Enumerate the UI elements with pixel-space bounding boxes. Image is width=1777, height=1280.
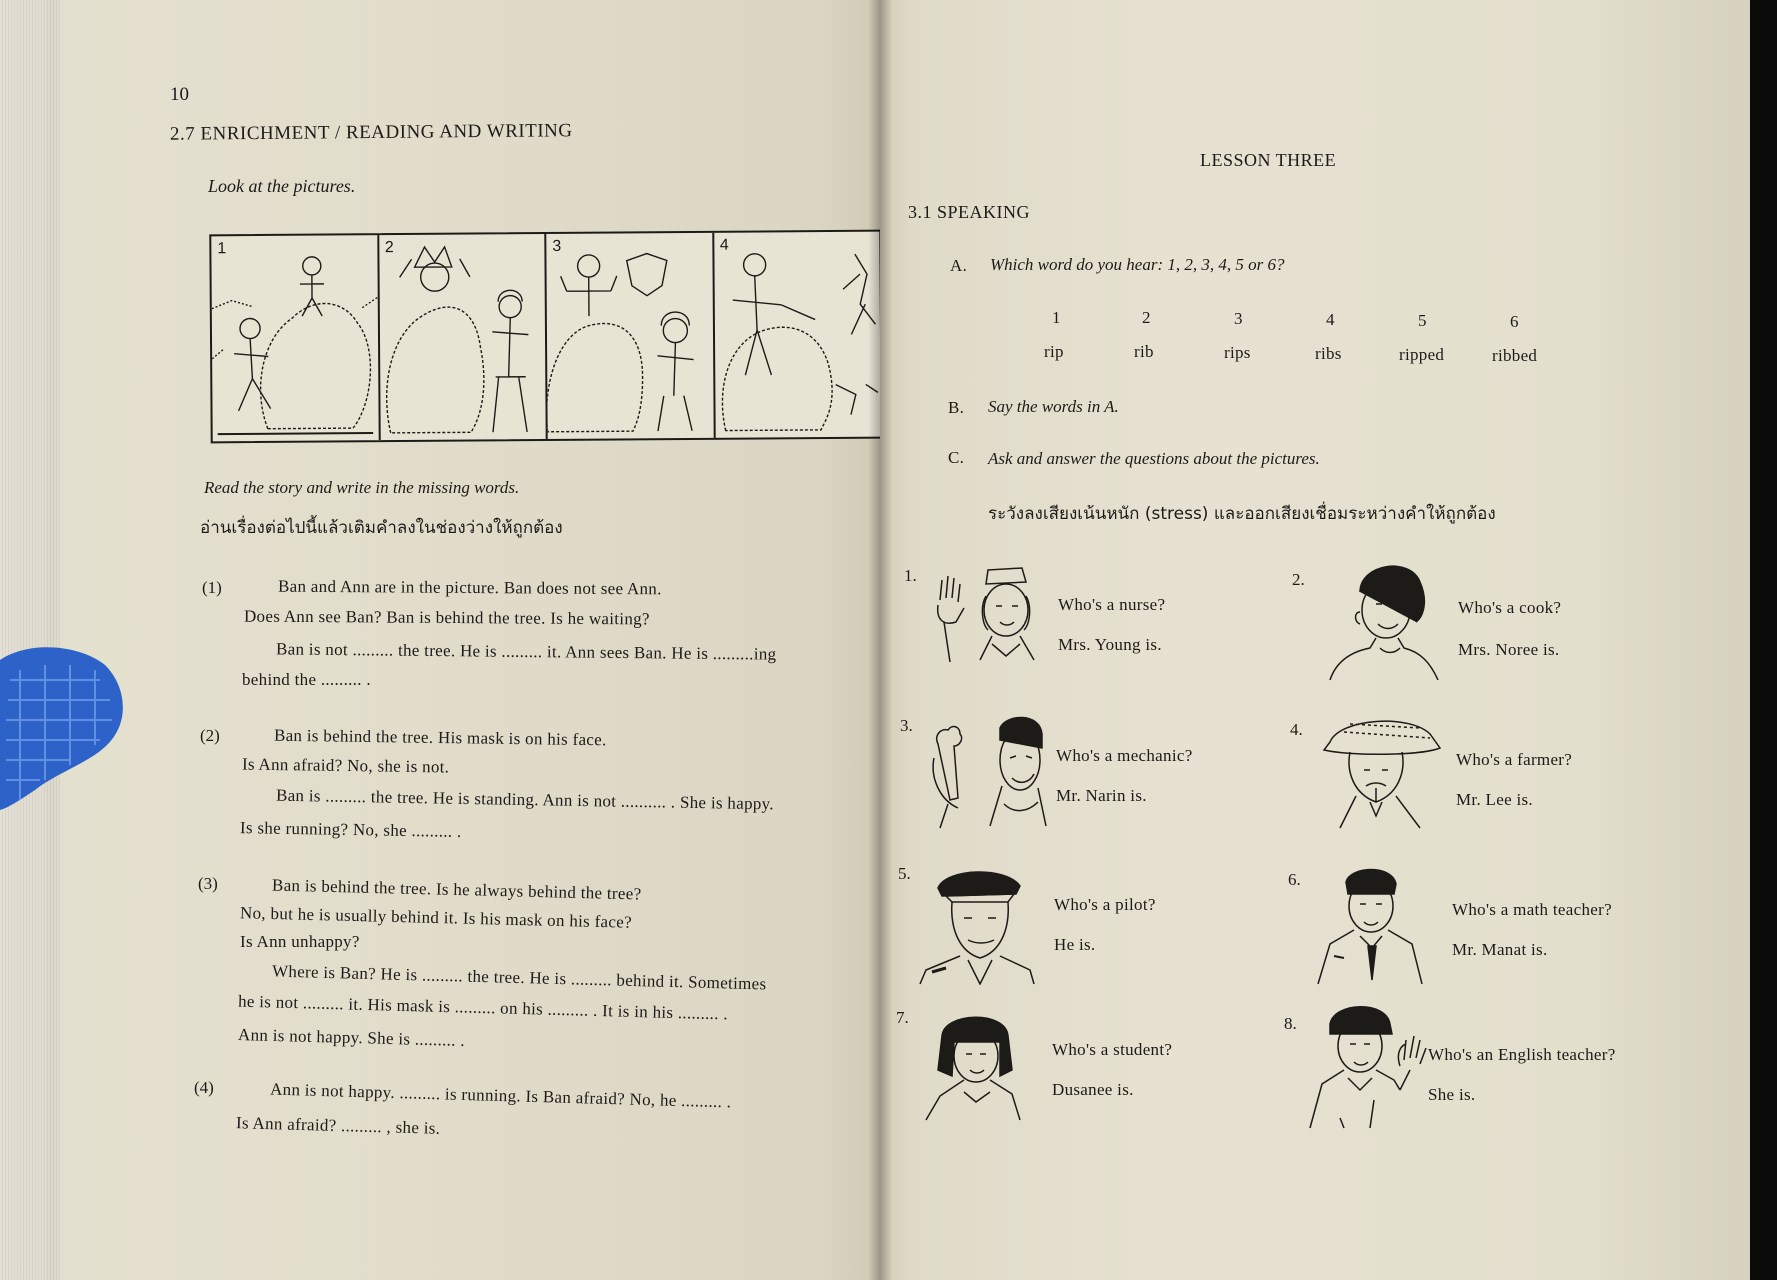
comic-panel-4 (714, 232, 880, 438)
exercise-4-line: Ann is not happy. ......... is running. Is Ban afraid? No, he ......... . (269, 1079, 732, 1112)
part-a-letter: A. (950, 256, 968, 275)
comic-panel-3 (546, 233, 715, 439)
exercise-3-number: (3) (198, 874, 218, 893)
exercise-3-line: he is not ......... it. His mask is ......... on his ......... . It is in his ......... . (237, 991, 729, 1024)
exercise-1-line: behind the ......... . (242, 670, 371, 689)
part-c-letter: C. (948, 448, 965, 467)
dialogue-question: Who's a student? (1052, 1040, 1173, 1059)
word-number: 3 (1234, 309, 1243, 328)
part-b-instruction: Say the words in A. (988, 397, 1119, 416)
part-a-instruction: Which word do you hear: 1, 2, 3, 4, 5 or 6? (990, 255, 1285, 274)
word-number: 4 (1326, 310, 1335, 329)
exercise-3-line: Where is Ban? He is ......... the tree. He is ......... behind it. Sometimes (271, 961, 767, 994)
lesson-title: LESSON THREE (1200, 150, 1337, 170)
word-ripped: ripped (1399, 345, 1445, 364)
part-c-instruction: Ask and answer the questions about the pictures. (988, 449, 1320, 468)
exercise-1-line: Ban and Ann are in the picture. Ban does not see Ann. (277, 576, 662, 599)
dialogue-answer: Mr. Manat is. (1452, 940, 1548, 959)
read-instruction: Read the story and write in the missing words. (204, 478, 520, 497)
dialogue-answer: Mrs. Young is. (1058, 635, 1162, 654)
exercise-4-line: Is Ann afraid? ......... , she is. (235, 1113, 441, 1138)
dialogue-number: 7. (896, 1008, 909, 1027)
student-illustration (920, 1006, 1030, 1121)
dialogue-answer: Mrs. Noree is. (1458, 640, 1560, 659)
exercise-4-number: (4) (194, 1078, 214, 1097)
dialogue-question: Who's a farmer? (1456, 750, 1573, 769)
exercise-1-line: Does Ann see Ban? Ban is behind the tree. Is he waiting? (243, 606, 650, 629)
book-gutter (868, 0, 892, 1280)
word-rips: rips (1224, 343, 1251, 362)
panel-4-drawing (714, 232, 880, 438)
dialogue-question: Who's an English teacher? (1428, 1045, 1616, 1064)
exercise-2-number: (2) (200, 726, 220, 745)
dialogue-number: 2. (1292, 570, 1305, 589)
exercise-3-line: Ann is not happy. She is ......... . (237, 1025, 466, 1050)
panel-number: 3 (552, 237, 562, 255)
part-b-letter: B. (948, 398, 965, 417)
exercise-1-number: (1) (202, 578, 222, 597)
page-number: 10 (170, 84, 189, 105)
panel-1-drawing (211, 235, 378, 441)
dialogue-number: 5. (898, 864, 911, 883)
farmer-illustration (1310, 712, 1450, 832)
dialogue-number: 3. (900, 716, 913, 735)
section-heading: 3.1 SPEAKING (908, 202, 1031, 222)
comic-panel-1 (211, 235, 380, 441)
panel-3-drawing (546, 233, 713, 439)
comic-strip (209, 230, 880, 444)
left-page (0, 0, 880, 1280)
dialogue-answer: He is. (1054, 935, 1096, 954)
comic-panel-2 (379, 234, 548, 440)
exercise-3-line: No, but he is usually behind it. Is his mask on his face? (239, 903, 633, 932)
dialogue-number: 4. (1290, 720, 1303, 739)
dialogue-question: Who's a pilot? (1054, 895, 1156, 914)
word-ribbed: ribbed (1492, 346, 1538, 365)
dialogue-number: 8. (1284, 1014, 1297, 1033)
exercise-2-line: Ban is behind the tree. His mask is on his face. (273, 725, 607, 750)
exercise-2-line: Ban is ......... the tree. He is standing. Ann is not .......... . She is happy. (275, 785, 775, 814)
english-teacher-illustration (1300, 1000, 1430, 1130)
dialogue-answer: She is. (1428, 1085, 1476, 1104)
section-heading: 2.7 ENRICHMENT / READING AND WRITING (169, 120, 573, 145)
dialogue-number: 1. (904, 566, 917, 585)
word-number: 2 (1142, 308, 1151, 327)
panel-number: 4 (719, 236, 729, 254)
panel-2-drawing (379, 234, 546, 440)
panel-number: 1 (217, 240, 227, 258)
blue-bookmark (0, 640, 128, 810)
look-instruction: Look at the pictures. (208, 176, 356, 196)
word-number: 1 (1052, 308, 1061, 327)
word-number: 5 (1418, 311, 1427, 330)
dialogue-question: Who's a cook? (1458, 598, 1562, 617)
exercise-2-line: Is she running? No, she ......... . (239, 818, 462, 841)
dialogue-question: Who's a math teacher? (1452, 900, 1612, 919)
exercise-3-line: Is Ann unhappy? (240, 932, 360, 951)
cook-illustration (1320, 552, 1445, 682)
thai-instruction: อ่านเรื่องต่อไปนี้แล้วเติมคำลงในช่องว่างให้ถูกต้อง (200, 518, 563, 538)
dialogue-question: Who's a nurse? (1058, 595, 1166, 614)
dialogue-number: 6. (1288, 870, 1301, 889)
math-teacher-illustration (1310, 860, 1430, 985)
word-rib: rib (1134, 342, 1154, 361)
thai-instruction: ระวังลงเสียงเน้นหนัก (stress) และออกเสียงเชื่อมระหว่างคำให้ถูกต้อง (988, 504, 1496, 524)
word-rip: rip (1044, 342, 1064, 361)
word-ribs: ribs (1315, 344, 1342, 363)
mechanic-illustration (930, 708, 1050, 833)
exercise-2-line: Is Ann afraid? No, she is not. (241, 754, 450, 777)
panel-number: 2 (384, 239, 394, 257)
dialogue-answer: Mr. Narin is. (1056, 786, 1147, 805)
pilot-illustration (916, 860, 1036, 985)
word-number: 6 (1510, 312, 1519, 331)
dialogue-question: Who's a mechanic? (1056, 746, 1193, 765)
dialogue-answer: Dusanee is. (1052, 1080, 1134, 1099)
nurse-illustration (930, 560, 1045, 670)
exercise-1-line: Ban is not ......... the tree. He is ......... it. Ann sees Ban. He is .........ing (275, 639, 777, 664)
right-page (880, 0, 1750, 1280)
dialogue-answer: Mr. Lee is. (1456, 790, 1533, 809)
exercise-3-line: Ban is behind the tree. Is he always behind the tree? (271, 875, 642, 904)
